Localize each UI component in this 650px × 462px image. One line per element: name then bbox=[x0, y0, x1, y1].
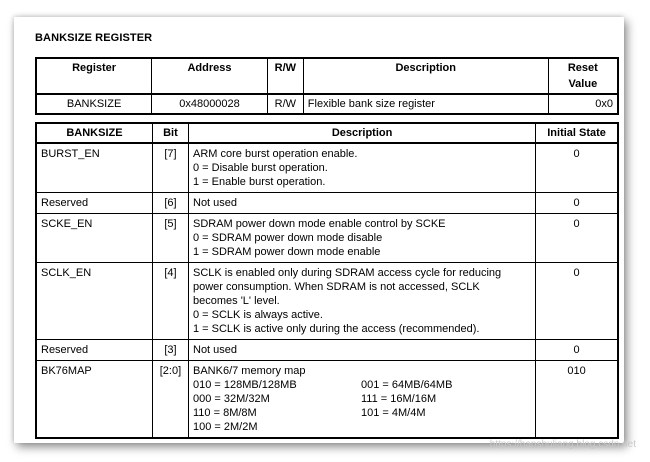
watermark: https://hanshuliang.blog.csdn.net bbox=[489, 439, 636, 450]
field-bit: [6] bbox=[152, 193, 188, 214]
header-description: Description bbox=[303, 58, 548, 94]
header-initial-state: Initial State bbox=[536, 123, 618, 143]
field-name: BURST_EN bbox=[36, 143, 152, 193]
header-register: Register bbox=[36, 58, 152, 94]
field-name: Reserved bbox=[36, 193, 152, 214]
description-line: 1 = SDRAM power down mode enable bbox=[193, 246, 381, 258]
description-line: SDRAM power down mode enable control by SCKE bbox=[193, 218, 446, 230]
description-line: Not used bbox=[193, 344, 238, 356]
table-row bbox=[36, 143, 618, 193]
description-line: Not used bbox=[193, 197, 238, 209]
description-line: 0 = SCLK is always active. bbox=[193, 309, 323, 321]
field-initial-state: 0 bbox=[536, 263, 618, 340]
field-bit: [5] bbox=[152, 214, 188, 263]
field-bit: [3] bbox=[152, 340, 188, 361]
memory-map-entry: 110 = 8M/8M bbox=[193, 407, 257, 419]
field-initial-state: 0 bbox=[536, 340, 618, 361]
field-initial-state: 0 bbox=[536, 214, 618, 263]
description-line: becomes 'L' level. bbox=[193, 295, 280, 307]
description-line: power consumption. When SDRAM is not accessed, SCLK bbox=[193, 281, 480, 293]
field-bit: [2:0] bbox=[152, 361, 188, 439]
description-line: 1 = SCLK is active only during the access (recommended). bbox=[193, 323, 480, 335]
memory-map-entry: 010 = 128MB/128MB bbox=[193, 379, 297, 391]
field-initial-state: 010 bbox=[536, 361, 618, 439]
field-name: SCLK_EN bbox=[36, 263, 152, 340]
field-name: Reserved bbox=[36, 340, 152, 361]
cell-description: Flexible bank size register bbox=[303, 94, 548, 114]
bit-table-header bbox=[36, 123, 618, 143]
table-row bbox=[36, 361, 618, 439]
field-description bbox=[189, 361, 536, 439]
memory-map-entry: 101 = 4M/4M bbox=[361, 407, 426, 419]
memory-map-entry: 001 = 64MB/64MB bbox=[361, 379, 453, 391]
field-description bbox=[189, 214, 536, 263]
description-line: ARM core burst operation enable. bbox=[193, 148, 358, 160]
field-bit: [4] bbox=[152, 263, 188, 340]
field-initial-state: 0 bbox=[536, 193, 618, 214]
header-banksize: BANKSIZE bbox=[36, 123, 152, 143]
description-line: 0 = Disable burst operation. bbox=[193, 162, 328, 174]
memory-map-grid bbox=[193, 378, 531, 434]
description-line: BANK6/7 memory map bbox=[193, 365, 306, 377]
field-bit: [7] bbox=[152, 143, 188, 193]
memory-map-entry bbox=[361, 420, 521, 434]
table-row bbox=[36, 340, 618, 361]
register-sheet bbox=[14, 17, 624, 443]
table-row bbox=[36, 214, 618, 263]
memory-map-entry: 100 = 2M/2M bbox=[193, 421, 258, 433]
memory-map-entry: 000 = 32M/32M bbox=[193, 393, 270, 405]
field-description bbox=[189, 263, 536, 340]
field-name: BK76MAP bbox=[36, 361, 152, 439]
memory-map-entry: 111 = 16M/16M bbox=[361, 393, 437, 405]
header-bit: Bit bbox=[152, 123, 188, 143]
description-line: 0 = SDRAM power down mode disable bbox=[193, 232, 383, 244]
table-row bbox=[36, 94, 618, 114]
field-description bbox=[189, 193, 536, 214]
cell-register: BANKSIZE bbox=[36, 94, 152, 114]
table-row bbox=[36, 263, 618, 340]
field-name: SCKE_EN bbox=[36, 214, 152, 263]
page-title: BANKSIZE REGISTER bbox=[35, 32, 153, 44]
field-description bbox=[189, 340, 536, 361]
cell-reset-value: 0x0 bbox=[548, 94, 618, 114]
cell-rw: R/W bbox=[267, 94, 303, 114]
header-rw: R/W bbox=[267, 58, 303, 94]
bit-field-table bbox=[35, 122, 619, 439]
cell-address: 0x48000028 bbox=[152, 94, 268, 114]
table-row bbox=[36, 193, 618, 214]
field-description bbox=[189, 143, 536, 193]
header-address: Address bbox=[152, 58, 268, 94]
header-bit-description: Description bbox=[189, 123, 536, 143]
description-line: 1 = Enable burst operation. bbox=[193, 176, 326, 188]
register-table bbox=[35, 57, 619, 115]
description-line: SCLK is enabled only during SDRAM access cycle for reducing bbox=[193, 267, 502, 279]
field-initial-state: 0 bbox=[536, 143, 618, 193]
header-reset-value: Reset Value bbox=[548, 58, 618, 94]
register-table-header bbox=[36, 58, 618, 94]
